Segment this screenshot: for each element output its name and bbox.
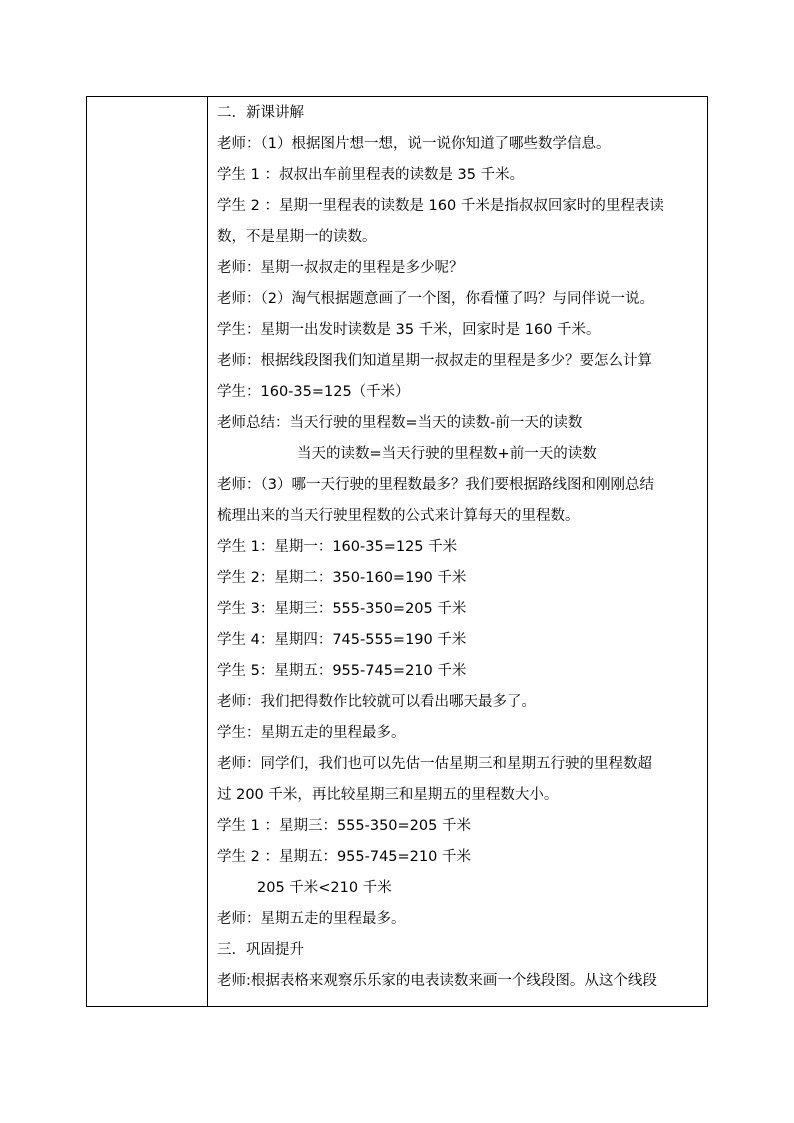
dialogue-line: 学生 3：星期三：555-350=205 千米: [217, 601, 467, 617]
dialogue-line: 学生 1 ：叔叔出车前里程表的读数是 35 千米。: [217, 167, 525, 183]
dialogue-line: 梳理出来的当天行驶里程数的公式来计算每天的里程数。: [217, 508, 580, 524]
dialogue-line: 老师：（1）根据图片想一想，说一说你知道了哪些数学信息。: [217, 136, 611, 152]
dialogue-line: 老师：（2）淘气根据题意画了一个图，你看懂了吗？与同伴说一说。: [217, 291, 654, 307]
dialogue-line: 学生：160-35=125（千米）: [217, 384, 410, 400]
dialogue-line: 过 200 千米，再比较星期三和星期五的里程数大小。: [217, 787, 559, 803]
column-divider: [207, 97, 208, 1006]
dialogue-line: 学生 5：星期五：955-745=210 千米: [217, 663, 467, 679]
summary-line: 老师总结：当天行驶的里程数=当天的读数-前一天的读数: [217, 415, 583, 431]
dialogue-line: 老师：我们把得数作比较就可以看出哪天最多了。: [217, 694, 536, 710]
dialogue-line: 老师：同学们，我们也可以先估一估星期三和星期五行驶的里程数超: [217, 756, 652, 772]
dialogue-line: 学生 2：星期二：350-160=190 千米: [217, 570, 467, 586]
dialogue-line: 老师:根据表格来观察乐乐家的电表读数来画一个线段图。从这个线段: [217, 973, 657, 989]
dialogue-line: 老师：星期五走的里程最多。: [217, 911, 406, 927]
lesson-table: [86, 96, 708, 1007]
dialogue-line: 老师：（3）哪一天行驶的里程数最多？我们要根据路线图和刚刚总结: [217, 477, 654, 493]
dialogue-line: 学生 2 ：星期五：955-745=210 千米: [217, 849, 471, 865]
dialogue-line: 学生 1：星期一：160-35=125 千米: [217, 539, 458, 555]
dialogue-line: 学生 1 ：星期三：555-350=205 千米: [217, 818, 471, 834]
dialogue-line: 学生 2 ：星期一里程表的读数是 160 千米是指叔叔回家时的里程表读: [217, 198, 664, 214]
dialogue-line: 老师：根据线段图我们知道星期一叔叔走的里程是多少？要怎么计算: [217, 353, 652, 369]
summary-line: 当天的读数=当天行驶的里程数+前一天的读数: [297, 446, 597, 462]
dialogue-line: 数，不是星期一的读数。: [217, 229, 377, 245]
section-heading: 二．新课讲解: [217, 105, 304, 121]
section-heading: 三．巩固提升: [217, 942, 304, 958]
comparison-line: 205 千米<210 千米: [257, 880, 392, 896]
dialogue-line: 学生：星期五走的里程最多。: [217, 725, 406, 741]
dialogue-line: 学生：星期一出发时读数是 35 千米，回家时是 160 千米。: [217, 322, 601, 338]
dialogue-line: 学生 4：星期四：745-555=190 千米: [217, 632, 467, 648]
dialogue-line: 老师：星期一叔叔走的里程是多少呢？: [217, 260, 464, 276]
